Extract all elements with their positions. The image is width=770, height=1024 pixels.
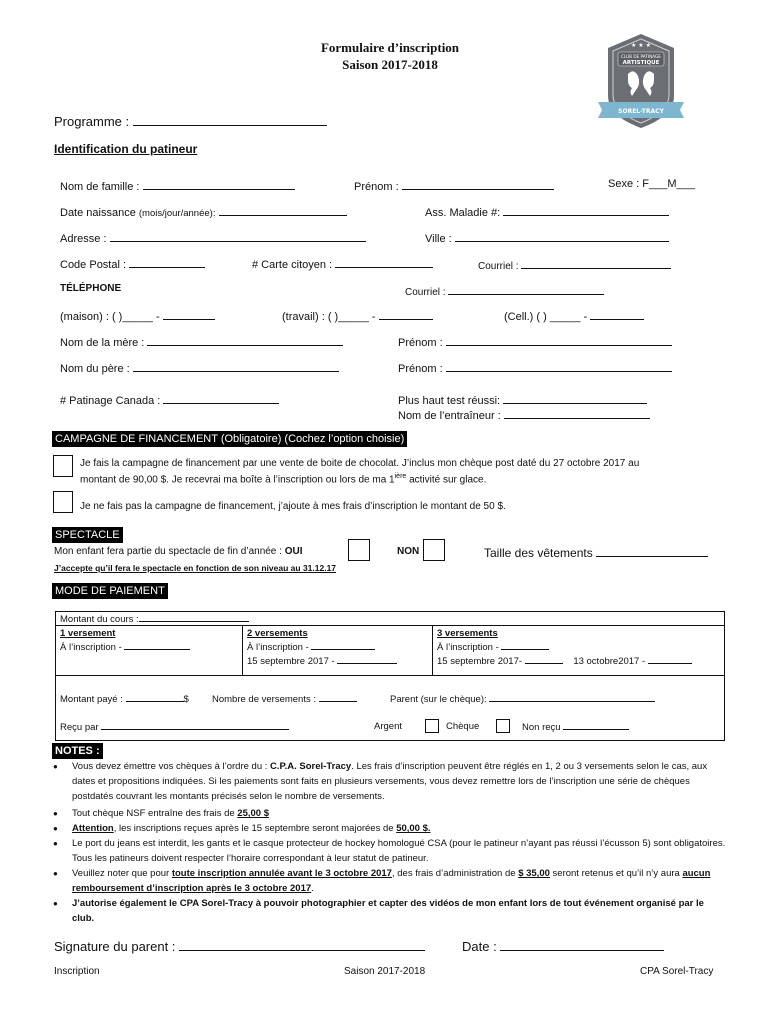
date-format-label: (mois/jour/année): <box>138 208 216 219</box>
note-annulation-f: aucun remboursement d’inscription après le 3 octobre 2017 <box>72 868 711 894</box>
form-title: Formulaire d’inscription <box>320 40 460 55</box>
versement1-row <box>60 640 190 654</box>
spectacle-non-label: NON <box>397 546 420 557</box>
adresse-field[interactable] <box>110 230 366 242</box>
patinage-canada-label: # Patinage Canada : <box>60 395 161 407</box>
versement2-label2: 15 septembre 2017 - <box>247 656 335 667</box>
sexe-field[interactable]: Sexe : F___M___ <box>608 178 695 190</box>
tel-maison-label: (maison) : ( )_____ - <box>60 311 160 323</box>
date-naissance-row <box>60 204 347 219</box>
prenom-field[interactable] <box>402 178 554 190</box>
carte-citoyen-field[interactable] <box>335 256 433 268</box>
section-identification: Identification du patineur <box>54 142 198 156</box>
note-cheques-b: C.P.A. Sorel-Tracy <box>270 761 352 772</box>
spectacle-oui-label: OUI <box>284 546 303 557</box>
versement3-field1[interactable] <box>501 640 549 650</box>
versement2-line1 <box>247 640 375 654</box>
prenom-row <box>354 178 554 193</box>
paiement-divider-mid <box>56 675 724 676</box>
versement1-label: À l’inscription - <box>60 642 122 653</box>
patinage-canada-row <box>60 392 279 407</box>
spectacle-non-checkbox[interactable] <box>423 539 445 561</box>
taille-row <box>484 545 708 560</box>
nom-pere-field[interactable] <box>133 360 339 372</box>
tel-travail-field[interactable] <box>379 308 433 320</box>
note-annulation-d: $ 35,00 <box>518 868 550 879</box>
courriel2-field[interactable] <box>448 283 604 295</box>
adresse-row <box>60 230 366 245</box>
nom-mere-field[interactable] <box>147 334 343 346</box>
note-attention-b: , les inscriptions reçues après le 15 septembre seront majorées de <box>113 823 397 834</box>
versement3-field3[interactable] <box>648 654 692 664</box>
cheque-checkbox[interactable] <box>496 719 510 733</box>
prenom-mere-label: Prénom : <box>398 337 443 349</box>
programme-field[interactable] <box>133 114 327 126</box>
entraineur-label: Nom de l’entraîneur : <box>398 410 501 422</box>
tel-travail-row <box>282 308 433 323</box>
tel-maison-row <box>60 308 215 323</box>
argent-checkbox[interactable] <box>425 719 439 733</box>
ass-maladie-field[interactable] <box>503 204 669 216</box>
code-postal-row <box>60 256 205 271</box>
versement2-label1: À l’inscription - <box>247 642 309 653</box>
parent-cheque-field[interactable] <box>489 692 655 702</box>
spectacle-oui-checkbox[interactable] <box>348 539 370 561</box>
nb-versements-field[interactable] <box>319 692 357 702</box>
montant-paye-row <box>60 692 189 706</box>
form-season: Saison 2017-2018 <box>342 57 438 72</box>
campagne-heading: CAMPAGNE DE FINANCEMENT (Obligatoire) (Cochez l’option choisie) <box>52 431 407 447</box>
taille-label: Taille des vêtements <box>484 546 593 560</box>
note-annulation-e: seront retenus et qu’il n’y aura <box>549 868 683 879</box>
note-autorisation <box>56 896 726 926</box>
montant-paye-label: Montant payé : <box>60 694 123 705</box>
note-equipement <box>56 836 726 866</box>
carte-citoyen-row <box>252 256 433 271</box>
patinage-canada-field[interactable] <box>163 392 279 404</box>
recu-par-label: Reçu par <box>60 722 99 733</box>
tel-maison-field[interactable] <box>163 308 215 320</box>
club-logo <box>596 30 686 130</box>
programme-row <box>54 114 327 129</box>
note-cheques <box>56 759 726 804</box>
versement3-label3: 13 octobre2017 - <box>573 656 646 667</box>
date-label: Date : <box>462 939 497 954</box>
non-recu-field[interactable] <box>563 720 629 730</box>
prenom-pere-label: Prénom : <box>398 363 443 375</box>
paiement-heading: MODE DE PAIEMENT <box>52 583 168 599</box>
versement3-title: 3 versements <box>437 628 498 639</box>
versement3-line1 <box>437 640 549 654</box>
note-annulation-c: , des frais d’administration de <box>391 868 519 879</box>
test-reussi-label: Plus haut test réussi: <box>398 395 501 407</box>
test-reussi-row <box>398 392 647 407</box>
parent-cheque-row <box>390 692 655 706</box>
campagne-option1-checkbox[interactable] <box>53 455 73 477</box>
footer-right: CPA Sorel-Tracy <box>640 966 714 977</box>
date-field[interactable] <box>500 938 664 951</box>
paiement-col-div2 <box>432 625 433 675</box>
carte-citoyen-label: # Carte citoyen : <box>252 259 333 271</box>
ville-field[interactable] <box>455 230 669 242</box>
note-attention-c: 50,00 $. <box>396 823 431 834</box>
spectacle-question <box>54 546 303 557</box>
test-reussi-field[interactable] <box>503 392 647 404</box>
tel-cell-row <box>504 308 644 323</box>
campagne-option1-text: montant de 90,00 $. Je recevrai ma boîte à l’inscription ou lors de ma 1 <box>80 474 395 486</box>
note-autorisation-text: ● J’autorise également le CPA Sorel-Tracy à pouvoir photographier et capter des vidéos de mon enfant lors de tout événement organisé par le club. <box>72 898 704 924</box>
ass-maladie-row <box>425 204 669 219</box>
logo-line2: ARTISTIQUE <box>622 60 660 66</box>
versement3-line2 <box>437 654 692 668</box>
courriel-label: Courriel : <box>478 261 519 272</box>
cheque-label: Chèque <box>446 721 480 732</box>
nom-famille-row <box>60 178 295 193</box>
note-equipement-text: ● Le port du jeans est interdit, les gants et le casque protecteur de hockey homologué CSA (pour le patineur n’ayant pas réussi l’écusson 5) sont obligatoires. Tous les patineurs doivent respecter l’horaire correspondant à leur statut de patineur. <box>72 838 726 864</box>
versement1-field[interactable] <box>124 640 190 650</box>
code-postal-field[interactable] <box>129 256 205 268</box>
parent-cheque-label: Parent (sur le chèque): <box>390 694 487 705</box>
footer-center: Saison 2017-2018 <box>344 966 426 977</box>
montant-cours-label: Montant du cours : <box>60 614 139 625</box>
note-cheques-a: Vous devez émettre vos chèques à l’ordre du : <box>72 761 271 772</box>
campagne-option1-line2 <box>80 473 486 485</box>
spectacle-accept: J’accepte qu’il fera le spectacle en fonction de son niveau au 31.12.17 <box>54 563 337 573</box>
versement3-label1: À l’inscription - <box>437 642 499 653</box>
prenom-mere-field[interactable] <box>446 334 672 346</box>
tel-cell-label: (Cell.) ( ) _____ - <box>504 311 588 323</box>
code-postal-label: Code Postal : <box>60 259 127 271</box>
montant-paye-field[interactable] <box>126 692 184 702</box>
nom-famille-field[interactable] <box>143 178 295 190</box>
versement2-field2[interactable] <box>337 654 397 664</box>
footer-left: Inscription <box>54 966 100 977</box>
nb-versements-row <box>212 692 357 706</box>
ass-maladie-label: Ass. Maladie #: <box>425 207 501 219</box>
note-nsf-a: Tout chèque NSF entraîne des frais de <box>72 808 238 819</box>
argent-label: Argent <box>374 721 402 732</box>
prenom-mere-row <box>398 334 672 349</box>
note-annulation-g: . <box>311 883 314 894</box>
campagne-option2-checkbox[interactable] <box>53 491 73 513</box>
note-annulation <box>56 866 726 896</box>
telephone-heading: TÉLÉPHONE <box>60 283 122 294</box>
paiement-col-div1 <box>242 625 243 675</box>
courriel2-row <box>405 283 604 298</box>
campagne-option1-line1: Je fais la campagne de financement par une vente de boite de chocolat. J’inclus mon chèque post daté du 27 octobre 2017 au <box>80 458 640 469</box>
versement1-title: 1 versement <box>60 628 116 639</box>
nom-mere-label: Nom de la mère : <box>60 337 145 349</box>
recu-par-row <box>60 720 289 734</box>
recu-par-field[interactable] <box>101 720 289 730</box>
entraineur-field[interactable] <box>504 407 650 419</box>
versement3-label2: 15 septembre 2017- <box>437 656 523 667</box>
courriel-row <box>478 257 671 272</box>
adresse-label: Adresse : <box>60 233 107 245</box>
note-attention <box>56 821 726 836</box>
note-annulation-b: toute inscription annulée avant le 3 octobre 2017 <box>171 868 392 879</box>
versement3-field2[interactable] <box>525 654 563 664</box>
non-recu-row <box>522 720 629 734</box>
ville-label: Ville : <box>425 233 452 245</box>
nom-famille-label: Nom de famille : <box>60 181 140 193</box>
prenom-pere-field[interactable] <box>446 360 672 372</box>
montant-cours-row <box>60 612 249 626</box>
signature-field[interactable] <box>179 938 425 951</box>
ville-row <box>425 230 669 245</box>
logo-stars: ★ ★ ★ <box>631 42 651 49</box>
notes-heading: NOTES : <box>52 743 103 759</box>
note-nsf <box>56 806 726 821</box>
logo-ribbon: SOREL-TRACY <box>618 108 664 115</box>
nom-mere-row <box>60 334 343 349</box>
spectacle-heading: SPECTACLE <box>52 527 123 543</box>
versement2-title: 2 versements <box>247 628 308 639</box>
nom-pere-label: Nom du père : <box>60 363 130 375</box>
spectacle-question-text: Mon enfant fera partie du spectacle de fin d’année : <box>54 546 282 557</box>
tel-cell-field[interactable] <box>590 308 644 320</box>
non-recu-label: Non reçu <box>522 722 561 733</box>
tel-travail-label: (travail) : ( )_____ - <box>282 311 376 323</box>
taille-field[interactable] <box>596 545 708 557</box>
signature-row <box>54 938 425 954</box>
note-cheques-c: . Les frais d’inscription peuvent être réglés en 1, 2 ou 3 versements selon le cas, aux dates et propositions indiquées. Si les paiements sont faits en plusieurs versements, vous devez remettre lors de l’inscription une série de chèques postdatés couvrant les montants précisés selon le nombre de versements. <box>72 761 708 802</box>
nom-pere-row <box>60 360 339 375</box>
campagne-option1-sup: ière <box>394 473 407 480</box>
programme-label: Programme : <box>54 114 130 129</box>
date-naissance-label: Date naissance <box>60 207 136 219</box>
prenom-label: Prénom : <box>354 181 399 193</box>
date-naissance-field[interactable] <box>219 204 347 216</box>
campagne-option1-end: activité sur glace. <box>406 474 487 486</box>
note-annulation-a: Veuillez noter que pour <box>72 868 172 879</box>
courriel2-label: Courriel : <box>405 287 446 298</box>
courriel-field[interactable] <box>521 257 671 269</box>
campagne-option2-text: Je ne fais pas la campagne de financement, j’ajoute à mes frais d’inscription le montant de 50 $. <box>80 501 506 512</box>
signature-label: Signature du parent : <box>54 939 176 954</box>
prenom-pere-row <box>398 360 672 375</box>
note-nsf-b: 25,00 $ <box>237 808 269 819</box>
logo-line1: CLUB DE PATINAGE <box>621 54 661 59</box>
montant-paye-dollar: $ <box>183 694 189 705</box>
montant-cours-field[interactable] <box>139 612 249 622</box>
entraineur-row <box>398 407 650 422</box>
versement2-line2 <box>247 654 397 668</box>
nb-versements-label: Nombre de versements : <box>212 694 317 705</box>
note-attention-a: Attention <box>72 823 114 834</box>
date-row <box>462 938 664 954</box>
versement2-field1[interactable] <box>311 640 375 650</box>
